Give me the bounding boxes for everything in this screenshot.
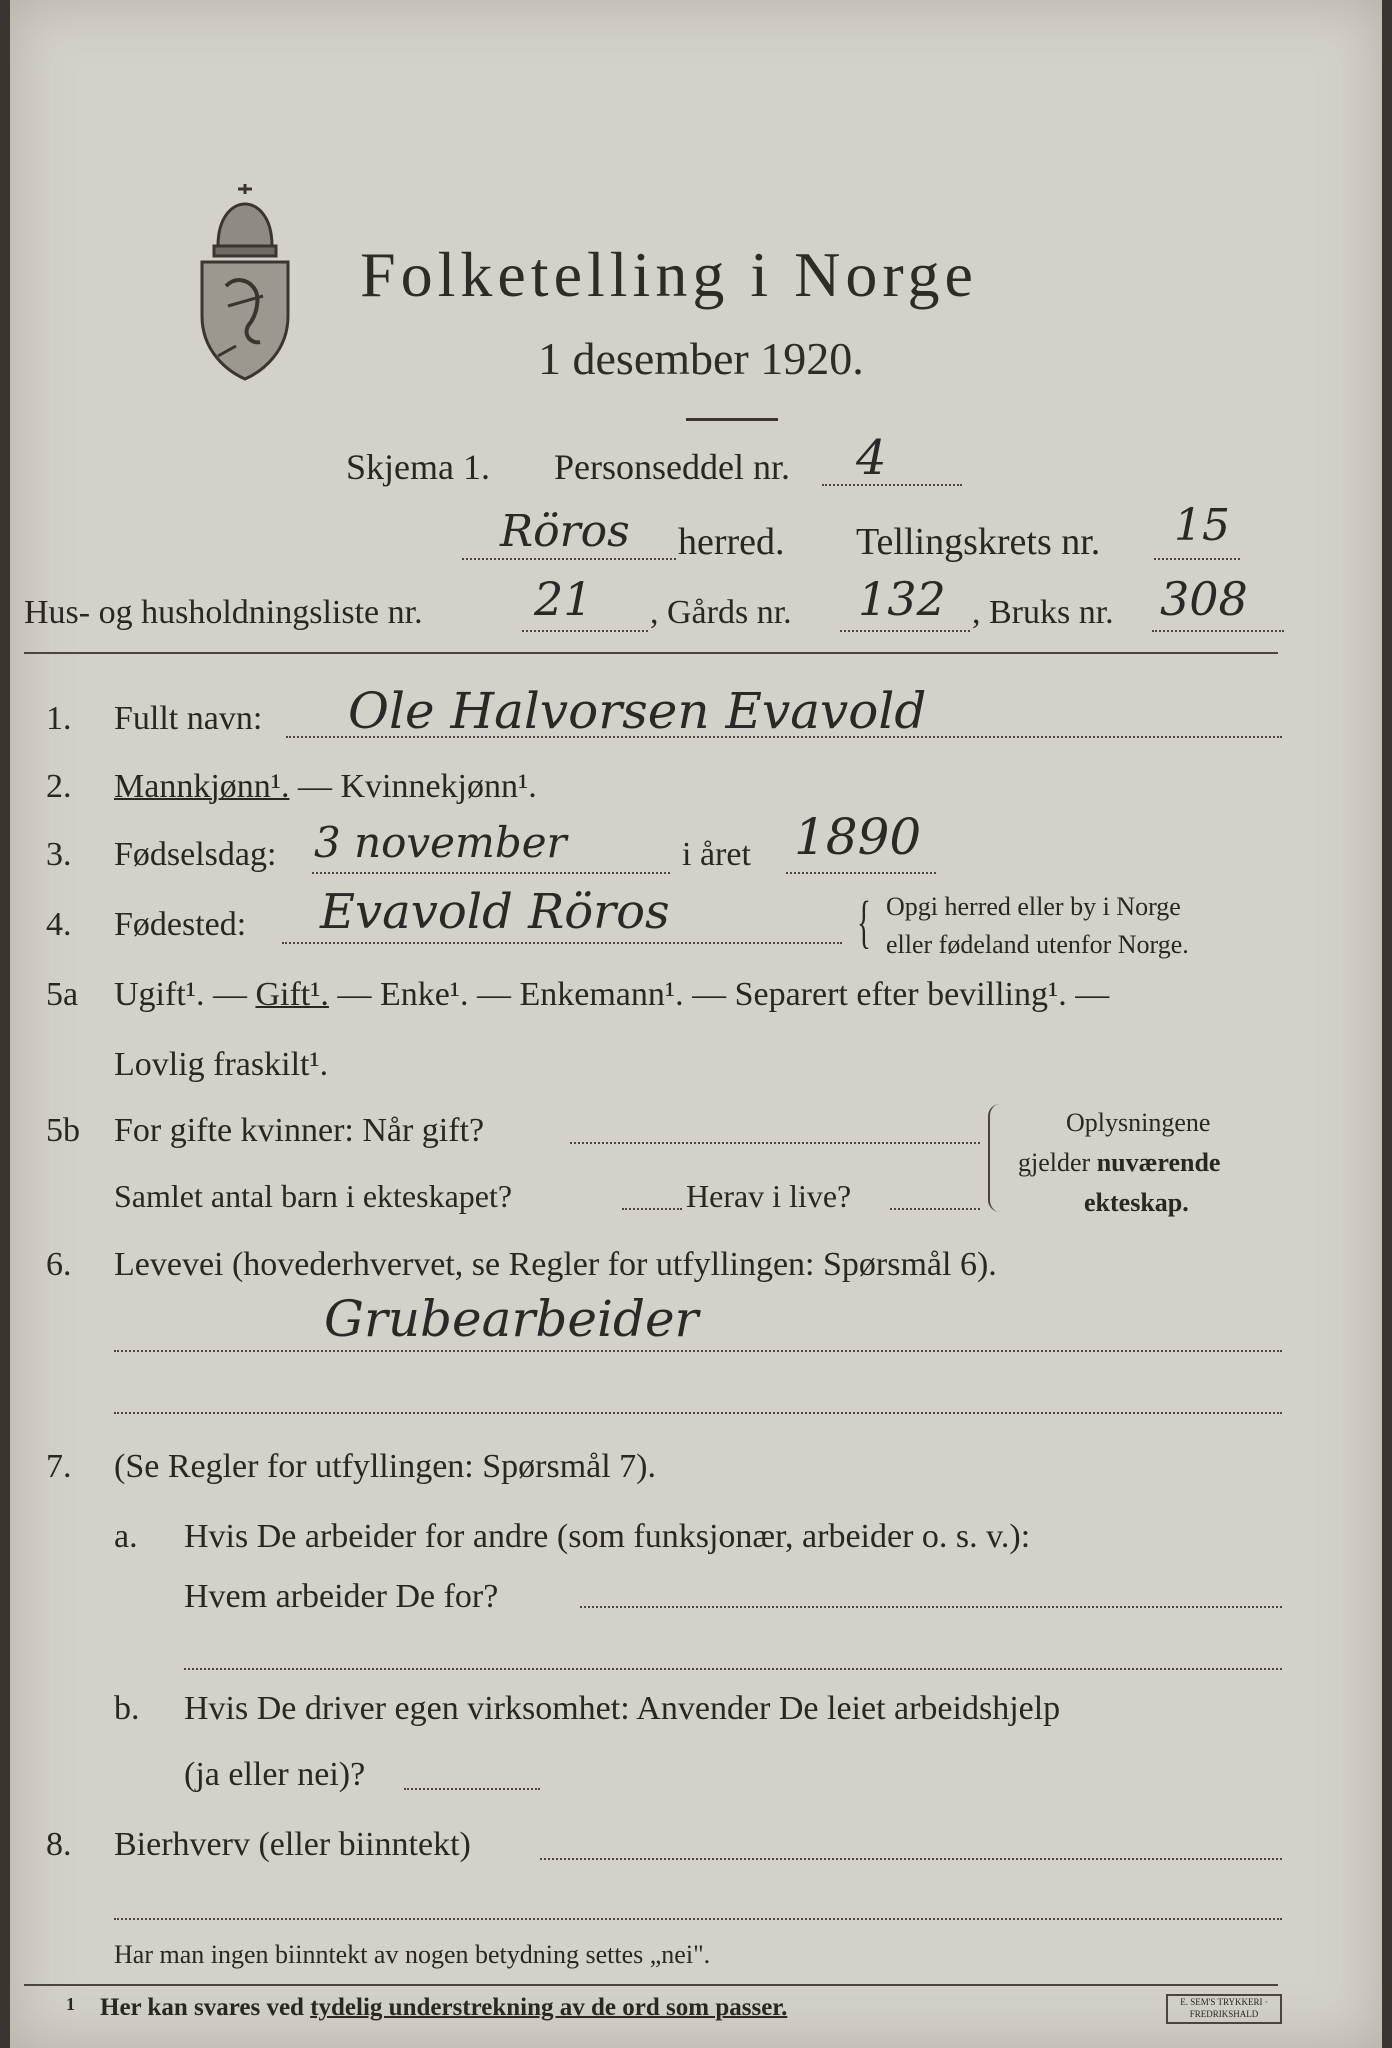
q6-line1 bbox=[114, 1350, 1282, 1352]
form-title: Folketelling i Norge bbox=[360, 239, 978, 310]
q8-line2 bbox=[114, 1918, 1282, 1920]
q4-number: 4. bbox=[46, 906, 72, 943]
q5a-gift-option: Gift¹. bbox=[255, 976, 329, 1013]
q5a-separator: — bbox=[204, 976, 256, 1013]
q2-number: 2. bbox=[46, 768, 72, 805]
q5b-bracket bbox=[988, 1104, 1000, 1212]
bruks-label: , Bruks nr. bbox=[972, 594, 1114, 631]
census-form-sheet bbox=[10, 0, 1382, 2048]
q4-value: Evavold Röros bbox=[320, 884, 670, 940]
herred-value: Röros bbox=[500, 506, 630, 557]
herred-label: herred. bbox=[678, 521, 785, 563]
q5b-married-line bbox=[570, 1142, 980, 1144]
q3-year-label: i året bbox=[682, 836, 751, 873]
footnote-text-b: tydelig understrekning av de ord som passer. bbox=[310, 1994, 788, 2021]
q7a-employer-line bbox=[580, 1606, 1282, 1608]
gards-label: , Gårds nr. bbox=[650, 594, 792, 631]
q7a-line1: Hvis De arbeider for andre (som funksjonær, arbeider o. s. v.): bbox=[184, 1518, 1031, 1555]
q5a-ugift-option: Ugift¹. bbox=[114, 976, 205, 1013]
q3-label: Fødselsdag: bbox=[114, 836, 277, 873]
title-divider bbox=[686, 418, 778, 421]
q5b-note-nuvaerende: nuværende bbox=[1096, 1148, 1221, 1177]
q8-number: 8. bbox=[46, 1826, 72, 1863]
q1-value: Ole Halvorsen Evavold bbox=[348, 682, 927, 740]
q3-year-line bbox=[786, 872, 936, 874]
q6-value: Grubearbeider bbox=[324, 1290, 699, 1348]
q5a-line2: Lovlig fraskilt¹. bbox=[114, 1046, 329, 1083]
q8-label: Bierhverv (eller biinntekt) bbox=[114, 1826, 471, 1863]
q6-line2 bbox=[114, 1412, 1282, 1414]
q4-note-line2: eller fødeland utenfor Norge. bbox=[886, 930, 1189, 959]
q7a-line2: Hvem arbeider De for? bbox=[184, 1578, 499, 1615]
q4-line bbox=[282, 942, 842, 944]
q5a-options bbox=[114, 976, 1109, 1014]
q2-text bbox=[114, 768, 537, 806]
q5b-alive-label: Herav i live? bbox=[686, 1178, 852, 1214]
q5b-children-line bbox=[622, 1208, 682, 1210]
gards-line bbox=[840, 630, 970, 632]
q5b-line1: For gifte kvinner: Når gift? bbox=[114, 1112, 485, 1149]
q5b-line2-label: Samlet antal barn i ekteskapet? bbox=[114, 1178, 513, 1214]
q4-label: Fødested: bbox=[114, 906, 247, 943]
q5b-number: 5b bbox=[46, 1112, 80, 1149]
form-date: 1 desember 1920. bbox=[538, 333, 864, 384]
q7b-line1: Hvis De driver egen virksomhet: Anvender De leiet arbeidshjelp bbox=[184, 1690, 1061, 1727]
header-rule bbox=[24, 652, 1278, 654]
q7b-answer-line bbox=[404, 1788, 540, 1790]
footnote-text bbox=[100, 1994, 787, 2022]
hus-label: Hus- og husholdningsliste nr. bbox=[24, 594, 423, 631]
personseddel-value: 4 bbox=[856, 430, 887, 486]
q5b-note-gjelder: gjelder bbox=[1018, 1148, 1097, 1177]
q3-number: 3. bbox=[46, 836, 72, 873]
hus-line bbox=[522, 630, 648, 632]
q4-note-line1: Opgi herred eller by i Norge bbox=[886, 892, 1181, 921]
norwegian-coat-of-arms-icon bbox=[188, 176, 303, 382]
tellingskrets-label: Tellingskrets nr. bbox=[856, 521, 1101, 563]
footnote-rule bbox=[24, 1984, 1278, 1986]
q6-label: Levevei (hovederhvervet, se Regler for utfyllingen: Spørsmål 6). bbox=[114, 1246, 997, 1283]
gards-value: 132 bbox=[858, 572, 946, 626]
q7-number: 7. bbox=[46, 1448, 72, 1485]
q7a-number: a. bbox=[114, 1518, 138, 1555]
printer-stamp: E. SEM'S TRYKKERI · FREDRIKSHALD bbox=[1166, 1994, 1282, 2024]
bruks-line bbox=[1152, 630, 1284, 632]
q5a-number: 5a bbox=[46, 976, 79, 1013]
q6-number: 6. bbox=[46, 1246, 72, 1283]
bruks-value: 308 bbox=[1160, 572, 1248, 626]
personseddel-label: Personseddel nr. bbox=[554, 447, 790, 487]
q5b-alive-line bbox=[890, 1208, 980, 1210]
tellingskrets-line bbox=[1154, 558, 1240, 560]
q1-label: Fullt navn: bbox=[114, 700, 263, 737]
q5a-other-options: — Enke¹. — Enkemann¹. — Separert efter bevilling¹. — bbox=[328, 976, 1110, 1013]
q4-brace: { bbox=[856, 889, 871, 954]
tellingskrets-value: 15 bbox=[1174, 500, 1230, 551]
q3-day-line bbox=[312, 872, 670, 874]
q7a-extra-line bbox=[184, 1668, 1282, 1670]
q3-day-value: 3 november bbox=[314, 818, 567, 867]
q8-line1 bbox=[540, 1858, 1282, 1860]
q5b-note-line1: Oplysningene bbox=[1066, 1108, 1211, 1137]
q7b-number: b. bbox=[114, 1690, 140, 1727]
footnote-number: 1 bbox=[66, 1994, 75, 2014]
footnote-text-a: Her kan svares ved bbox=[100, 1994, 311, 2021]
q2-female-option: Kvinnekjønn¹. bbox=[340, 768, 537, 805]
q2-male-option: Mannkjønn¹. bbox=[114, 768, 290, 805]
herred-line bbox=[462, 558, 676, 560]
q5b-note-line3: ekteskap. bbox=[1084, 1188, 1189, 1217]
q2-separator: — bbox=[289, 768, 341, 805]
skjema-label: Skjema 1. bbox=[346, 447, 490, 487]
personseddel-line bbox=[822, 484, 962, 486]
q3-year-value: 1890 bbox=[794, 808, 922, 866]
hus-value: 21 bbox=[534, 572, 593, 626]
footer-note: Har man ingen biinntekt av nogen betydning settes „nei". bbox=[114, 1940, 711, 1969]
q7b-line2: (ja eller nei)? bbox=[184, 1756, 366, 1793]
q1-number: 1. bbox=[46, 700, 72, 737]
q7-label: (Se Regler for utfyllingen: Spørsmål 7). bbox=[114, 1448, 657, 1485]
q5b-note-line2 bbox=[1018, 1148, 1220, 1178]
